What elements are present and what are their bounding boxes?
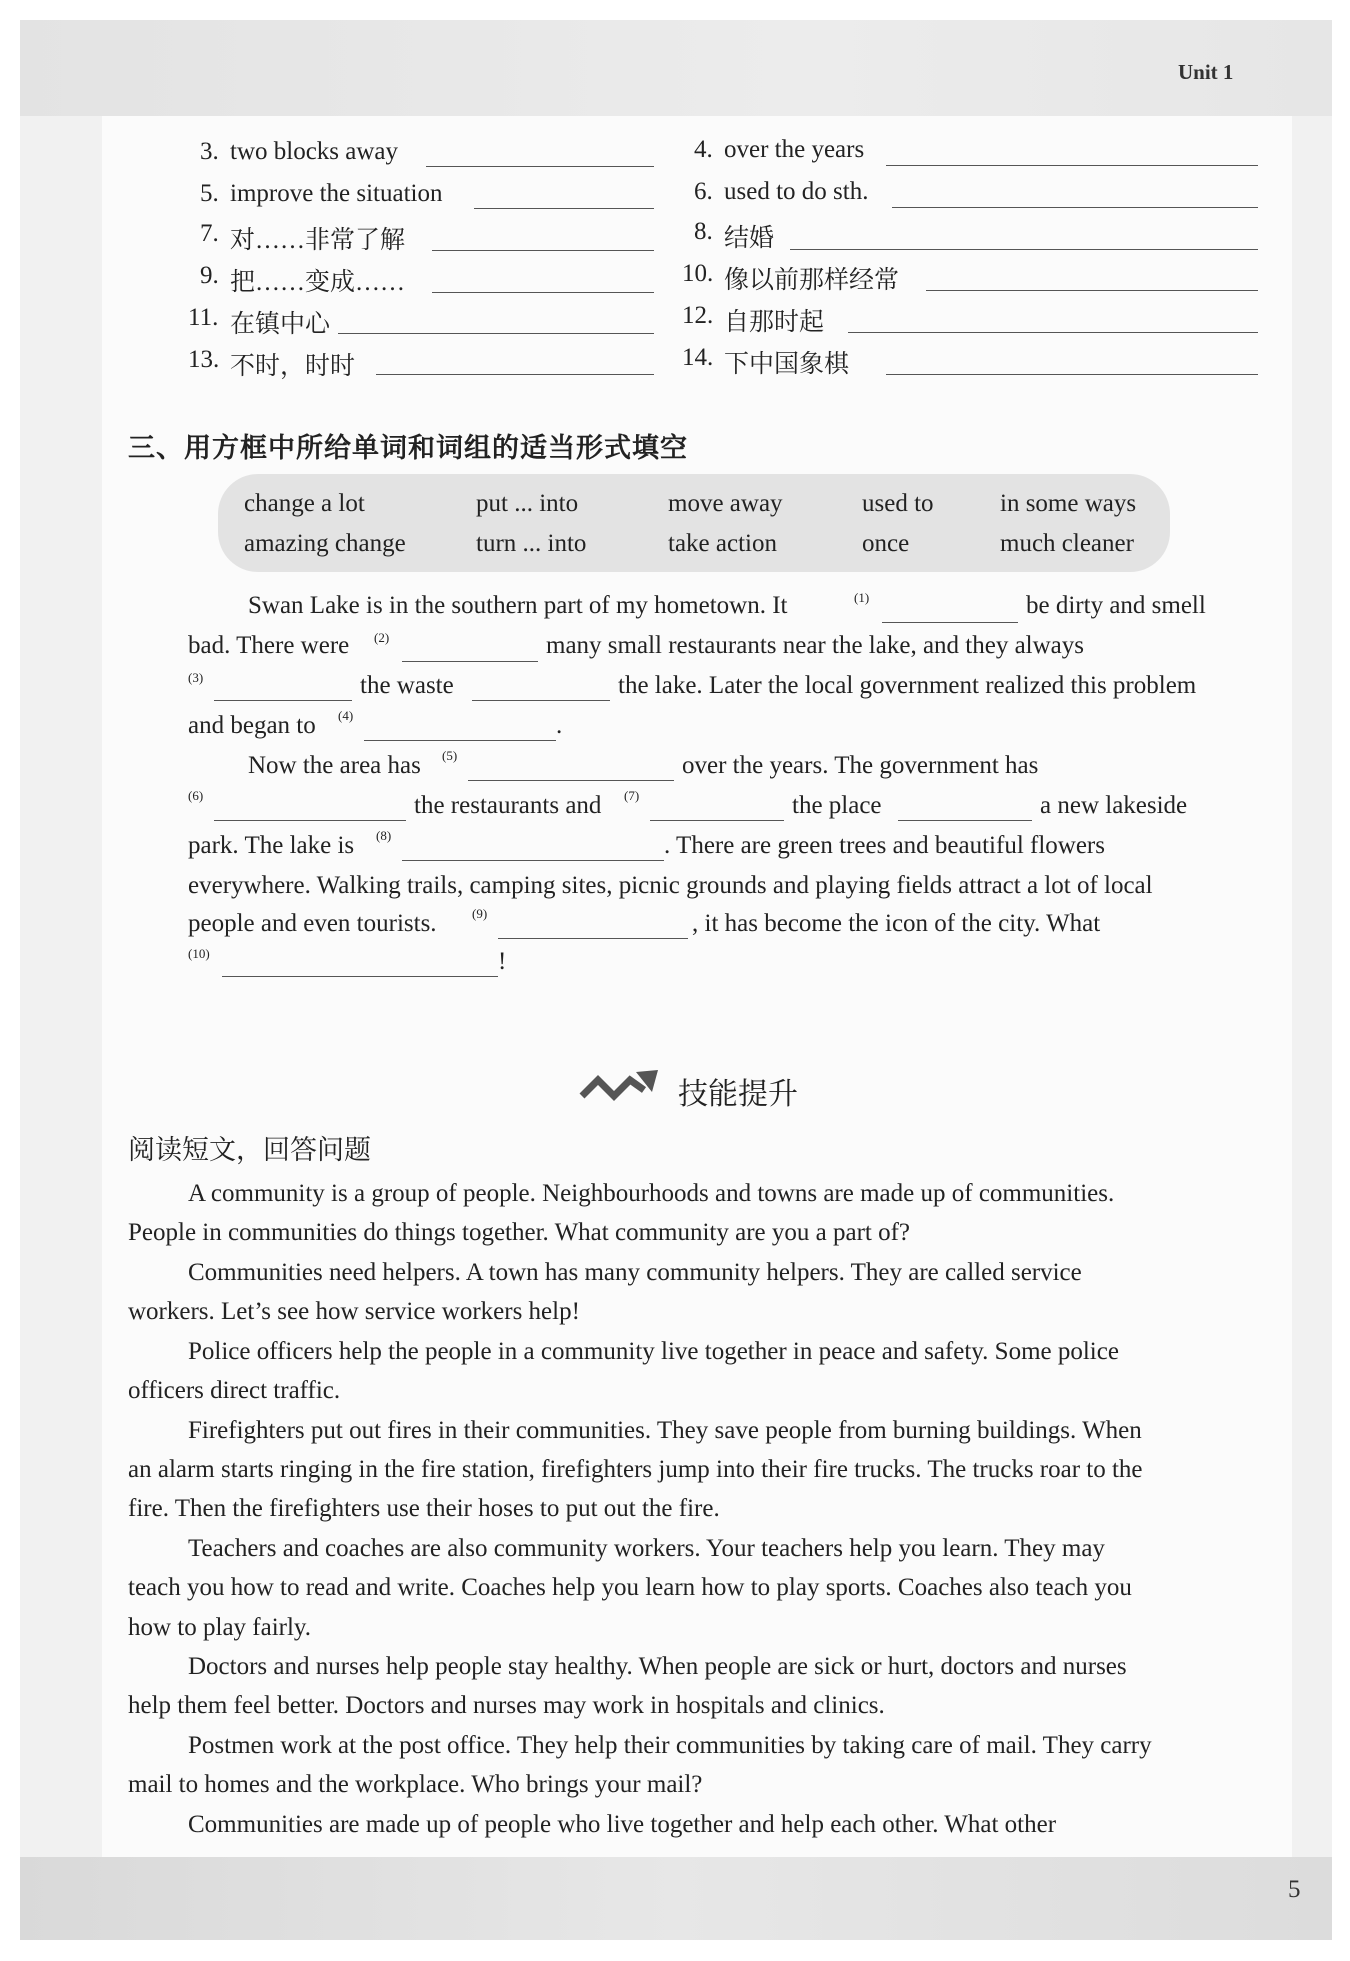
unit-label: Unit 1: [1178, 60, 1234, 84]
blank-number: (6): [188, 788, 204, 803]
passage-line: Communities need helpers. A town has many community helpers. They are called service: [188, 1259, 1082, 1286]
item-phrase: 结婚: [724, 225, 775, 252]
passage-line: officers direct traffic.: [128, 1377, 341, 1404]
item-number: 10.: [682, 260, 714, 287]
blank-3b[interactable]: [472, 700, 610, 701]
item-phrase: 不时，时时: [230, 353, 356, 380]
blank-3a[interactable]: [214, 700, 352, 701]
passage-line: Firefighters put out fires in their communities. They save people from burning buildings. When: [188, 1417, 1142, 1444]
item-number: 9.: [200, 262, 219, 289]
blank-number: (3): [188, 670, 204, 685]
answer-blank[interactable]: [886, 374, 1258, 375]
passage-text: !: [498, 948, 507, 975]
passage-line: People in communities do things together. What community are you a part of?: [128, 1219, 911, 1246]
blank-2[interactable]: [402, 661, 538, 662]
skills-title: 技能提升: [678, 1077, 798, 1112]
passage-text: the restaurants and: [414, 792, 602, 819]
item-number: 8.: [694, 218, 713, 245]
page-number: 5: [1288, 1876, 1301, 1903]
passage-text: be dirty and smell: [1026, 592, 1206, 619]
passage-text: many small restaurants near the lake, and they always: [546, 632, 1085, 659]
blank-number: (8): [376, 828, 392, 843]
item-number: 6.: [694, 178, 713, 205]
blank-9[interactable]: [498, 938, 688, 939]
answer-blank[interactable]: [886, 165, 1258, 166]
item-phrase: 自那时起: [724, 309, 825, 336]
answer-blank[interactable]: [338, 333, 654, 334]
passage-text: Swan Lake is in the southern part of my hometown. It: [248, 592, 788, 619]
passage-line: help them feel better. Doctors and nurses may work in hospitals and clinics.: [128, 1692, 885, 1719]
passage-line: workers. Let’s see how service workers help!: [128, 1298, 580, 1325]
item-phrase: two blocks away: [230, 138, 399, 165]
passage-text: the waste: [360, 672, 454, 699]
passage-line: Police officers help the people in a community live together in peace and safety. Some police: [188, 1338, 1119, 1365]
blank-4[interactable]: [364, 740, 556, 741]
answer-blank[interactable]: [474, 208, 654, 209]
word-option: much cleaner: [1000, 530, 1134, 557]
passage-text: bad. There were: [188, 632, 350, 659]
item-number: 7.: [200, 220, 219, 247]
answer-blank[interactable]: [790, 249, 1258, 250]
blank-number: (9): [472, 906, 488, 921]
word-option: put ... into: [476, 490, 579, 517]
item-number: 11.: [188, 304, 219, 331]
blank-number: (2): [374, 630, 390, 645]
answer-blank[interactable]: [376, 374, 654, 375]
word-option: turn ... into: [476, 530, 587, 557]
passage-line: teach you how to read and write. Coaches help you learn how to play sports. Coaches also teach you: [128, 1574, 1132, 1601]
answer-blank[interactable]: [432, 250, 654, 251]
passage-text: a new lakeside: [1040, 792, 1188, 819]
item-phrase: 下中国象棋: [724, 351, 850, 378]
word-option: amazing change: [244, 530, 406, 557]
passage-line: fire. Then the firefighters use their hoses to put out the fire.: [128, 1495, 720, 1522]
item-number: 3.: [200, 138, 219, 165]
passage-line: Communities are made up of people who live together and help each other. What other: [188, 1811, 1057, 1838]
answer-blank[interactable]: [426, 166, 654, 167]
word-option: move away: [668, 490, 783, 517]
zigzag-arrow-icon: [578, 1066, 660, 1110]
item-phrase: over the years: [724, 136, 865, 163]
footer-band: [20, 1857, 1332, 1940]
blank-1[interactable]: [882, 622, 1018, 623]
blank-5[interactable]: [468, 780, 674, 781]
item-phrase: 把……变成……: [230, 269, 406, 296]
header-band: [20, 20, 1332, 116]
answer-blank[interactable]: [432, 292, 654, 293]
passage-line: Postmen work at the post office. They help their communities by taking care of mail. They carry: [188, 1732, 1152, 1759]
item-number: 14.: [682, 344, 714, 371]
blank-number: (10): [188, 946, 210, 961]
passage-line: Teachers and coaches are also community workers. Your teachers help you learn. They may: [188, 1535, 1105, 1562]
word-option: take action: [668, 530, 777, 557]
answer-blank[interactable]: [848, 332, 1258, 333]
blank-7a[interactable]: [650, 820, 784, 821]
word-option: change a lot: [244, 490, 365, 517]
blank-10[interactable]: [222, 976, 498, 977]
reading-task-title: 阅读短文，回答问题: [128, 1135, 371, 1166]
blank-6[interactable]: [214, 820, 406, 821]
item-number: 5.: [200, 180, 219, 207]
word-option: in some ways: [1000, 490, 1137, 517]
blank-number: (5): [442, 748, 458, 763]
passage-line: mail to homes and the workplace. Who brings your mail?: [128, 1771, 703, 1798]
word-option: once: [862, 530, 910, 557]
item-phrase: 像以前那样经常: [724, 267, 900, 294]
item-number: 4.: [694, 136, 713, 163]
item-number: 12.: [682, 302, 714, 329]
blank-number: (1): [854, 590, 870, 605]
blank-8[interactable]: [402, 860, 664, 861]
item-number: 13.: [188, 346, 220, 373]
passage-text: , it has become the icon of the city. What: [692, 910, 1101, 937]
passage-line: how to play fairly.: [128, 1614, 312, 1641]
passage-text: over the years. The government has: [682, 752, 1039, 779]
passage-line: Doctors and nurses help people stay healthy. When people are sick or hurt, doctors and nurses: [188, 1653, 1127, 1680]
passage-text: park. The lake is: [188, 832, 355, 859]
item-phrase: improve the situation: [230, 180, 443, 207]
blank-7b[interactable]: [898, 820, 1032, 821]
blank-number: (4): [338, 708, 354, 723]
passage-text: the lake. Later the local government realized this problem: [618, 672, 1197, 699]
passage-text: .: [556, 712, 563, 739]
answer-blank[interactable]: [892, 207, 1258, 208]
blank-number: (7): [624, 788, 640, 803]
item-phrase: used to do sth.: [724, 178, 869, 205]
item-phrase: 在镇中心: [230, 311, 331, 338]
section3-title: 三、用方框中所给单词和词组的适当形式填空: [128, 433, 688, 464]
passage-line: A community is a group of people. Neighbourhoods and towns are made up of communities.: [188, 1180, 1115, 1207]
passage-text: and began to: [188, 712, 316, 739]
passage-text: Now the area has: [248, 752, 421, 779]
item-phrase: 对……非常了解: [230, 227, 406, 254]
passage-line: an alarm starts ringing in the fire station, firefighters jump into their fire trucks. The trucks roar to the: [128, 1456, 1143, 1483]
word-option: used to: [862, 490, 934, 517]
passage-text: people and even tourists.: [188, 910, 437, 937]
passage-text: the place: [792, 792, 882, 819]
passage-text: . There are green trees and beautiful flowers: [664, 832, 1105, 859]
answer-blank[interactable]: [926, 290, 1258, 291]
passage-text: everywhere. Walking trails, camping sites, picnic grounds and playing fields attract a lot of local: [188, 872, 1153, 899]
